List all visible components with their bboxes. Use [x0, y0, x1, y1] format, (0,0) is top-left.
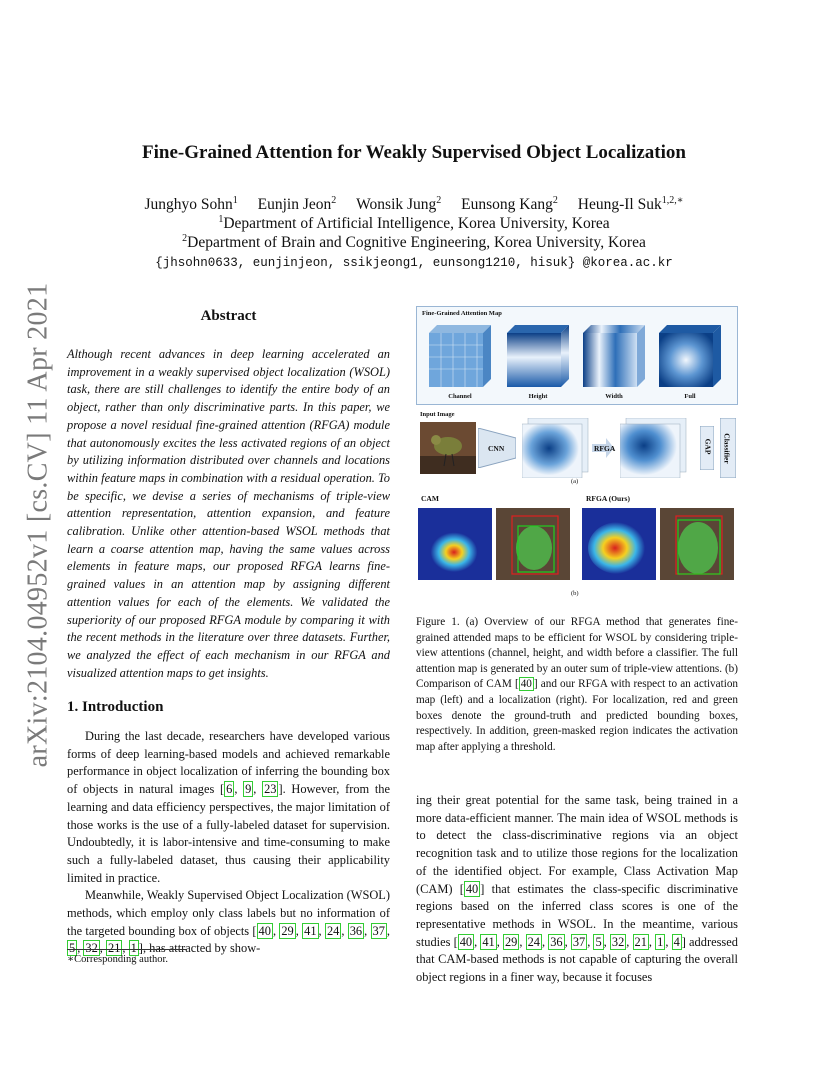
- figure-1: [416, 306, 738, 601]
- cam-label: CAM: [421, 494, 439, 503]
- subfigure-b-label: (b): [571, 590, 579, 597]
- citation[interactable]: 41: [304, 923, 317, 938]
- citation[interactable]: 40: [465, 881, 479, 896]
- full-cube: [659, 325, 721, 387]
- figure-caption: Figure 1. (a) Overview of our RFGA method that generates fine-grained attended maps to be efficient for WSOL by considering triple-view attentions (channel, height, and width before a classifier. The full attention map is generated by an outer sum of triple-view attentions. (b) Comparison of CAM [ 40 ] and our RFGA with respect to an activation map (left) and a localization (right). For localization, red and green boxes denote the ground-truth and predicted bounding boxes, respectively. In addition, green-masked region indicates the activation map after applying a threshold.: [416, 616, 739, 753]
- cam-activation-map: [418, 508, 492, 580]
- arxiv-id: arXiv:2104.04952v1 [cs.CV] 11 Apr 2021: [22, 282, 54, 768]
- citation[interactable]: 40: [459, 934, 473, 949]
- author-list: [0, 195, 828, 214]
- abstract-body: Although recent advances in deep learning accelerated an improvement in a weakly supervised object localization (WSOL) task, there are still challenges to identify the entire body of an object, rather than only discriminative parts. In this paper, we propose a novel residual fine-grained attention (RFGA) module that autonomously excites the less activated regions of an object by utilizing information distributed over channels and locations within feature maps in combination with a residual operation. To be specific, we devise a series of mechanisms of triple-view attention representation, attention expansion, and feature calibration. Unlike other attention-based WSOL methods that learn a coarse attention map, having the same values across elements in feature maps, our proposed RFGA learns fine-grained values in an attention map by assigning different attention values for each of the elements. We validated the superiority of our proposed RFGA module by comparing it with the recent methods in the literature over three datasets. Further, we analyzed the effect of each mechanism in our RFGA and visualized attention maps to get insights.: [67, 347, 390, 680]
- citation[interactable]: 1: [130, 941, 137, 956]
- comparison-row: [416, 494, 738, 601]
- citation[interactable]: 24: [527, 934, 540, 949]
- intro-paragraph: During the last decade, researchers have developed various forms of deep learning-based models and achieved remarkable performance in object localization of inferring the bounding box of objects in natural images [ 6 , 9 , 23 ]. However, from the learning and data efficiency perspectives, the major limitation of those works is the use of a fully-labeled dataset for supervision. Undoubtedly, it is labor-intensive and time-consuming to make such a fully-labeled dataset, thus causing their applicability limited in practice.: [67, 729, 390, 885]
- citation[interactable]: 5: [595, 934, 602, 949]
- citation[interactable]: 40: [258, 923, 271, 938]
- rfga-label: RFGA: [594, 444, 616, 453]
- view-label: Channel: [448, 393, 472, 400]
- citation[interactable]: 4: [673, 934, 680, 949]
- attention-map-panel: [416, 306, 738, 405]
- arxiv-stamp: [18, 282, 58, 768]
- subfigure-a-label: (a): [571, 478, 579, 485]
- citation[interactable]: 37: [572, 934, 586, 949]
- citation[interactable]: 29: [504, 934, 518, 949]
- refined-feature-map: [620, 418, 690, 478]
- view-label: Full: [684, 393, 696, 400]
- citation-list: 40 , 41 , 29 , 24 , 36 , 37 , 5 , 32 , 21 , 1 , 4: [459, 934, 680, 949]
- cnn-label: CNN: [488, 444, 505, 453]
- width-cube: [583, 325, 645, 387]
- rfga-localization: [660, 508, 734, 580]
- citation[interactable]: 32: [85, 941, 98, 956]
- citation[interactable]: 24: [326, 923, 340, 938]
- input-image-label: Input Image: [420, 411, 455, 418]
- author: Eunsong Kang$^2$: [461, 195, 558, 214]
- citation[interactable]: 36: [550, 934, 563, 949]
- affiliation: $^1$Department of Artificial Intelligence, Korea University, Korea: [218, 214, 610, 233]
- feature-map: [522, 418, 592, 478]
- intro-heading: 1. Introduction: [67, 699, 164, 715]
- citation-list: 6 , 9 , 23: [226, 782, 277, 797]
- intro-body: [67, 728, 390, 958]
- citation[interactable]: 29: [281, 923, 294, 938]
- citation[interactable]: 9: [245, 782, 252, 797]
- rfga-activation-map: [582, 508, 656, 580]
- citation[interactable]: 6: [226, 782, 233, 797]
- citation[interactable]: 21: [634, 934, 647, 949]
- citation[interactable]: 41: [482, 934, 495, 949]
- height-cube: [507, 325, 569, 387]
- cam-localization: [496, 508, 570, 580]
- citation[interactable]: 5: [69, 941, 76, 956]
- author-emails: {jhsohn0633, eunjinjeon, ssikjeong1, eunsong1210, hisuk} @korea.ac.kr: [155, 256, 673, 270]
- classifier-label: Classifier: [722, 433, 732, 464]
- gap-label: GAP: [703, 438, 713, 455]
- channel-cube: [429, 325, 491, 387]
- author: Wonsik Jung$^2$: [356, 195, 442, 214]
- view-label: Height: [528, 393, 548, 400]
- pipeline-row: [416, 408, 738, 486]
- author: Heung-Il Suk$^{1,2,∗}$: [577, 195, 684, 214]
- input-image: [420, 422, 476, 474]
- affiliation: $^2$Department of Brain and Cognitive Engineering, Korea University, Korea: [182, 233, 646, 252]
- right-column-body: ing their great potential for the same task, being trained in a more data-efficient manner. The main idea of WSOL methods is to detect the class-discriminative regions via an object recognition task and to utilize those regions for the localization of the identified object. For example, Class Activation Map (CAM) [ 40 ] that estimates the class-specific discriminative regions based on the inferred class scores is one of the representative methods in WSOL. In the meantime, various studies [ 40 , 41 , 29 , 24 , 36 , 37 , 5 , 32 , 21 , 1 , 4 ] addressed that CAM-based methods is not capable of capturing the overall object regions in a finer way, because it focuses: [416, 793, 738, 985]
- paper-title: Fine-Grained Attention for Weakly Supervised Object Localization: [142, 142, 686, 163]
- author: Eunjin Jeon$^2$: [257, 195, 337, 214]
- citation[interactable]: 1: [657, 934, 664, 949]
- abstract-heading: Abstract: [200, 308, 257, 324]
- citation[interactable]: 23: [264, 782, 277, 797]
- citation[interactable]: 36: [349, 923, 363, 938]
- panel-title: Fine-Grained Attention Map: [422, 310, 502, 317]
- citation[interactable]: 40: [520, 678, 532, 691]
- footnote: ∗Corresponding author.: [67, 954, 169, 965]
- citation[interactable]: 37: [372, 923, 385, 938]
- footnote-rule: [67, 949, 187, 950]
- citation-list: 40 , 29 , 41 , 24 , 36 , 37 , 5 , 32 , 21 , 1: [69, 923, 391, 956]
- citation[interactable]: 21: [108, 941, 121, 956]
- author: Junghyo Sohn$^1$: [144, 195, 238, 214]
- intro-paragraph: Meanwhile, Weakly Supervised Object Localization (WSOL) methods, which employ only class labels but no information of the targeted bounding box of objects [ 40 , 29 , 41 , 24 , 36 , 37 , 5 , 32 , 21 , 1 ], has attracted by show-: [67, 888, 391, 956]
- view-label: Width: [605, 393, 623, 400]
- rfga-ours-label: RFGA (Ours): [586, 494, 630, 503]
- citation[interactable]: 32: [611, 934, 625, 949]
